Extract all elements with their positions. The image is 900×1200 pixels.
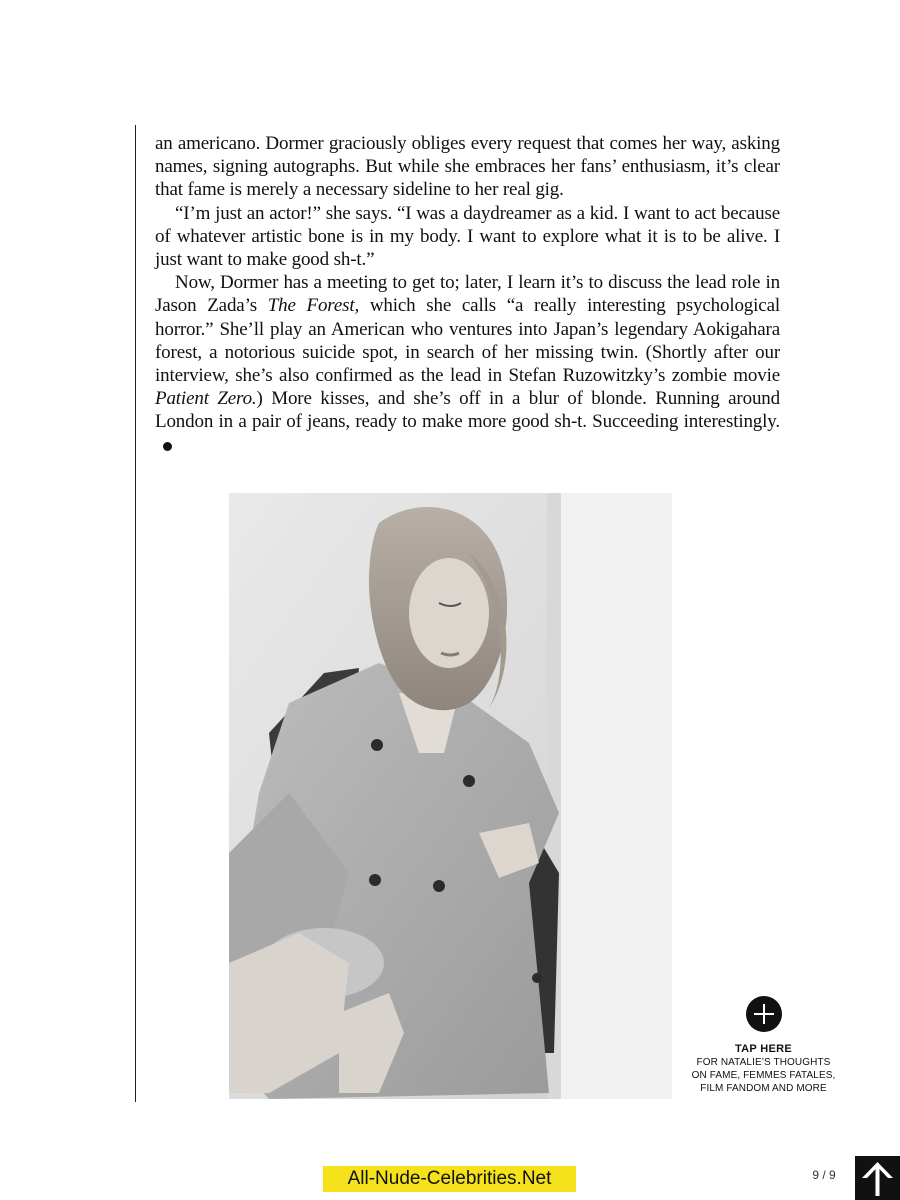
paragraph-3-text-b: which she calls “a really interesting psychological horror.” She’ll play an American who ventures into Japan’s legendary Aokigahara forest, a notorious suicide spot, in search of her missing twin. (Shortly after our interview, she’s also confirmed as the lead in Stefan Ruzowitzky’s zombie movie: [155, 295, 780, 387]
scroll-to-top-button[interactable]: [855, 1156, 900, 1200]
arrow-up-icon: [855, 1156, 900, 1200]
paragraph-3: [155, 271, 780, 457]
paragraph-1: an americano. Dormer graciously obliges every request that comes her way, asking names, signing autographs. But while she embraces her fans’ enthusiasm, it’s clear that fame is merely a necessary sideline to her real gig.: [155, 133, 780, 201]
tap-here-line-1: FOR NATALIE’S THOUGHTS: [696, 1057, 831, 1068]
tap-here-line-2: ON FAME, FEMMES FATALES,: [691, 1070, 836, 1081]
article-body: [155, 132, 780, 457]
portrait-photo: [229, 493, 672, 1099]
page-number: 9 / 9: [812, 1168, 836, 1182]
film-title-the-forest: The Forest,: [267, 295, 360, 317]
watermark-banner: All-Nude-Celebrities.Net: [323, 1166, 576, 1192]
tap-here-line-3: FILM FANDOM AND MORE: [700, 1083, 827, 1094]
film-title-patient-zero: Patient Zero.: [155, 388, 257, 410]
paragraph-3-text-c: ) More kisses, and she’s off in a blur of blonde. Running around London in a pair of jeans, ready to make more good sh-t. Succeeding interestingly.: [155, 388, 780, 433]
paragraph-2: “I’m just an actor!” she says. “I was a daydreamer as a kid. I want to act because of whatever artistic bone is in my body. I want to explore what it is to be alive. I just want to make good sh-t.”: [155, 202, 780, 271]
plus-circle-icon[interactable]: [746, 996, 782, 1032]
tap-here-description: [676, 1056, 851, 1095]
tap-here-callout[interactable]: [676, 996, 851, 1095]
column-rule: [135, 125, 136, 1102]
end-mark-icon: [163, 442, 172, 451]
paragraph-3-text-a: Now, Dormer has a meeting to get to; later, I learn it’s to discuss the lead role in Jason Zada’s: [155, 272, 780, 317]
tap-here-title[interactable]: TAP HERE: [734, 1043, 792, 1055]
